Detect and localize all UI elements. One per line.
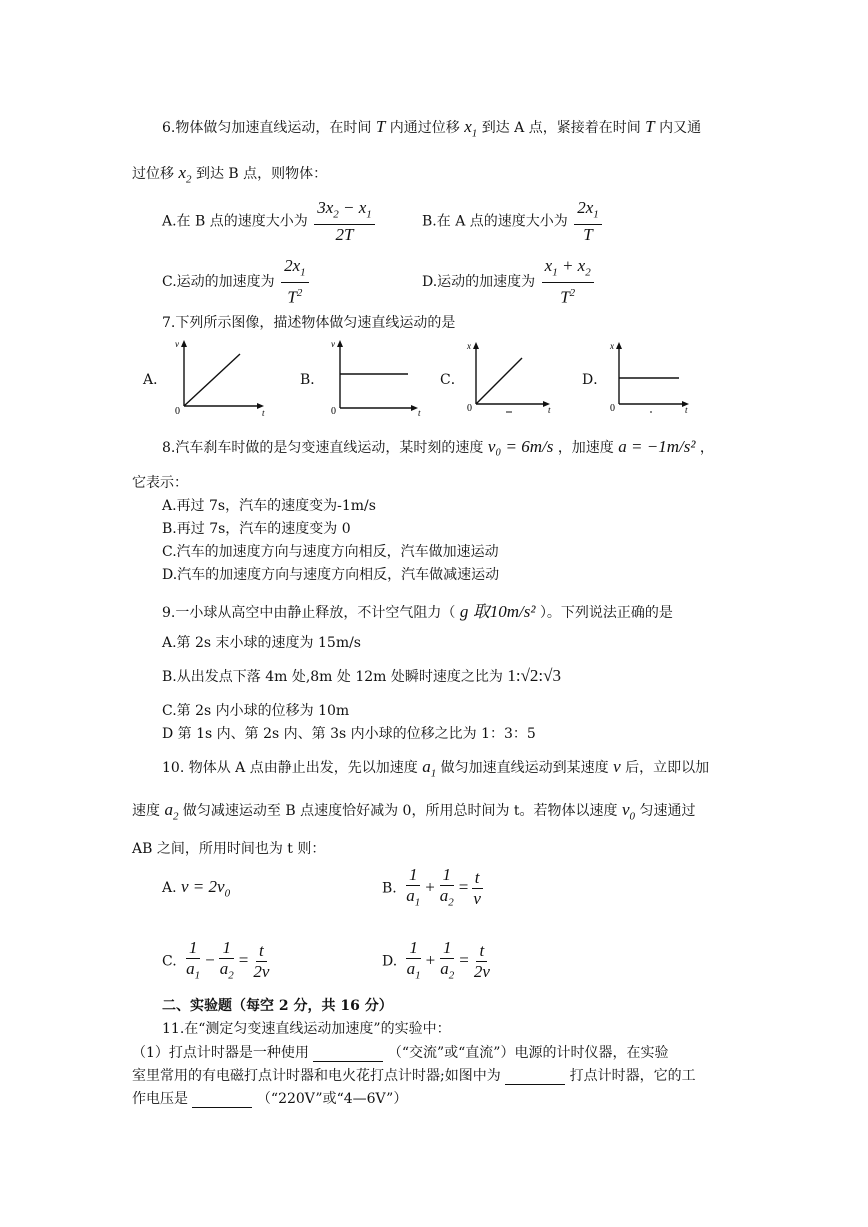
svg-text:0: 0: [610, 403, 615, 414]
section-title: 二、实验题（每空 2 分，共 16 分）: [162, 998, 393, 1014]
q6-line1: [162, 117, 701, 139]
var-v0: $v_0$: [621, 800, 636, 823]
q10-text: 做匀加速直线运动到某速度: [440, 760, 609, 776]
option-text: B.: [382, 880, 397, 897]
q6-text: 过位移: [132, 166, 174, 182]
q8-option-c[interactable]: C.汽车的加速度方向与速度方向相反，汽车做加速运动: [162, 544, 499, 560]
svg-text:t: t: [418, 408, 421, 418]
q11-text: （“220V”或“4—6V”）: [256, 1091, 408, 1107]
option-text: B.从出发点下落 4m 处,8m 处 12m 处瞬时速度之比为: [162, 669, 503, 685]
q9-ratio: 1:√2:√3: [507, 666, 561, 685]
q9-text: 9.一小球从高空中由静止释放，不计空气阻力（: [162, 605, 456, 621]
q8-option-b[interactable]: B.再过 7s，汽车的速度变为 0: [162, 521, 351, 537]
fraction: $\frac{3x_2 - x_1}{2T}$: [314, 198, 375, 245]
option-text: C.运动的加速度为: [162, 274, 275, 291]
answer-blank-2[interactable]: [505, 1070, 565, 1085]
q6-option-a[interactable]: [162, 198, 377, 245]
answer-blank-1[interactable]: [313, 1047, 383, 1062]
q6-option-c[interactable]: [162, 256, 311, 308]
option-text: B.在 A 点的速度大小为: [422, 213, 568, 230]
q6-text: 内又通: [659, 120, 702, 136]
svg-text:0: 0: [331, 406, 336, 417]
q9-option-d[interactable]: D 第 1s 内、第 2s 内、第 3s 内小球的位移之比为 1：3：5: [162, 726, 536, 742]
q10-option-a[interactable]: [162, 877, 230, 899]
q7-label-c[interactable]: C．: [440, 372, 465, 388]
q9-option-c[interactable]: C.第 2s 内小球的位移为 10m: [162, 703, 350, 719]
fraction: $\frac{x_1 + x_2}{T^2}$: [542, 256, 594, 308]
q6-text: 到达 A 点，紧接着在时间: [481, 120, 641, 136]
q11-text: （“交流”或“直流”）电源的计时仪器，在实验: [387, 1045, 669, 1061]
q8-text: ，加速度: [557, 440, 614, 456]
svg-text:v: v: [175, 339, 179, 349]
svg-text:0: 0: [175, 406, 180, 417]
var-x2: $x_2$: [178, 163, 192, 186]
q6-option-d[interactable]: [422, 256, 596, 308]
q10-line3: AB 之间，所用时间也为 t 则：: [132, 841, 326, 857]
q11-text: 作电压是: [132, 1091, 188, 1107]
svg-text:v: v: [331, 339, 335, 349]
q10-line1: [162, 757, 709, 779]
q7-label-d[interactable]: D．: [582, 372, 608, 388]
svg-text:x: x: [610, 341, 614, 351]
q9-g-value: 取10m/s²: [472, 602, 536, 621]
q11-part1-line1: [132, 1042, 668, 1062]
q6-line2: [132, 163, 327, 185]
q6-text: 内通过位移: [389, 120, 460, 136]
svg-text:x: x: [467, 341, 471, 351]
svg-text:t: t: [548, 405, 551, 415]
q10-text: 速度: [132, 803, 160, 819]
q10-option-d[interactable]: D. $\frac{1}{a_1}$ + $\frac{1}{a_2}$ = $\frac{t}{2v}$: [382, 938, 490, 982]
var-a2: $a_2$: [164, 800, 179, 823]
option-text: D.: [382, 953, 398, 970]
q10-text: 10. 物体从 A 点由静止出发，先以加速度: [162, 760, 418, 776]
q7-label-a[interactable]: A．: [143, 372, 168, 388]
option-text: A.: [162, 880, 177, 896]
q11-text: 打点计时器，它的工: [569, 1068, 696, 1084]
var-g: g: [459, 602, 469, 621]
svg-text:0: 0: [467, 403, 472, 414]
answer-blank-3[interactable]: [192, 1093, 252, 1108]
q10-text: 匀速通过: [639, 803, 696, 819]
q6-text: 6.物体做匀加速直线运动，在时间: [162, 120, 372, 136]
q8-option-d[interactable]: D.汽车的加速度方向与速度方向相反，汽车做减速运动: [162, 567, 500, 583]
q8-stem: 8.汽车刹车时做的是匀变速直线运动，某时刻的速度 v₀ = 6m/s ，加速度 a = −1m/s² ，: [162, 437, 714, 456]
q11-part1-line3: [132, 1088, 407, 1108]
fraction: $\frac{2x_1}{T}$: [574, 198, 602, 245]
var-x1: $x_1$: [464, 117, 478, 140]
q7-label-b[interactable]: B．: [300, 372, 325, 388]
q8-cont: 它表示：: [132, 475, 188, 491]
q7-graph-b: [326, 338, 426, 418]
q11-stem: 11.在“测定匀变速直线运动加速度”的实验中：: [162, 1021, 451, 1037]
q11-text: 室里常用的有电磁打点计时器和电火花打点计时器;如图中为: [132, 1068, 501, 1084]
equation: $v = 2v_0$: [181, 877, 231, 900]
q10-text: 做匀减速运动至 B 点速度恰好减为 0，所用总时间为 t。若物体以速度: [182, 803, 618, 819]
svg-text:t: t: [685, 405, 688, 415]
option-text: D.运动的加速度为: [422, 274, 536, 291]
q9-option-b[interactable]: [162, 666, 561, 686]
q7-graph-c: [462, 340, 562, 420]
q10-line2: [132, 800, 695, 822]
option-text: A.在 B 点的速度大小为: [162, 213, 308, 230]
q9-text: ）。下列说法正确的是: [539, 605, 673, 621]
var-a1: $a_1$: [422, 757, 437, 780]
q9-option-a[interactable]: A.第 2s 末小球的速度为 15m/s: [162, 635, 361, 651]
q6-option-b[interactable]: [422, 198, 604, 245]
q8-acceleration: a = −1m/s²: [618, 437, 696, 456]
q10-option-b[interactable]: B. $\frac{1}{a_1}$ + $\frac{1}{a_2}$ = $\frac{t}{v}$: [382, 865, 481, 909]
q8-option-a[interactable]: A.再过 7s，汽车的速度变为-1m/s: [162, 498, 376, 514]
q7-graph-a: [172, 338, 272, 418]
q10-text: 后，立即以加: [625, 760, 710, 776]
q7-graph-d: [605, 340, 705, 420]
var-T: T: [645, 117, 655, 136]
q6-text: 到达 B 点，则物体：: [195, 166, 328, 182]
q11-text: （1）打点计时器是一种使用: [132, 1045, 309, 1061]
q7-stem: 7.下列所示图像，描述物体做匀速直线运动的是: [162, 315, 456, 331]
q9-stem: [162, 597, 673, 622]
q10-option-c[interactable]: C. $\frac{1}{a_1}$ − $\frac{1}{a_2}$ = $\frac{t}{2v}$: [162, 938, 270, 982]
var-v: v: [613, 757, 621, 776]
q8-velocity: v₀ = 6m/s: [487, 437, 554, 456]
svg-text:t: t: [262, 408, 265, 418]
q8-text: 8.汽车刹车时做的是匀变速直线运动，某时刻的速度: [162, 440, 484, 456]
fraction: $\frac{2x_1}{T^2}$: [281, 256, 309, 308]
var-T: T: [375, 117, 386, 136]
option-text: C.: [162, 953, 177, 970]
q11-part1-line2: [132, 1065, 696, 1085]
